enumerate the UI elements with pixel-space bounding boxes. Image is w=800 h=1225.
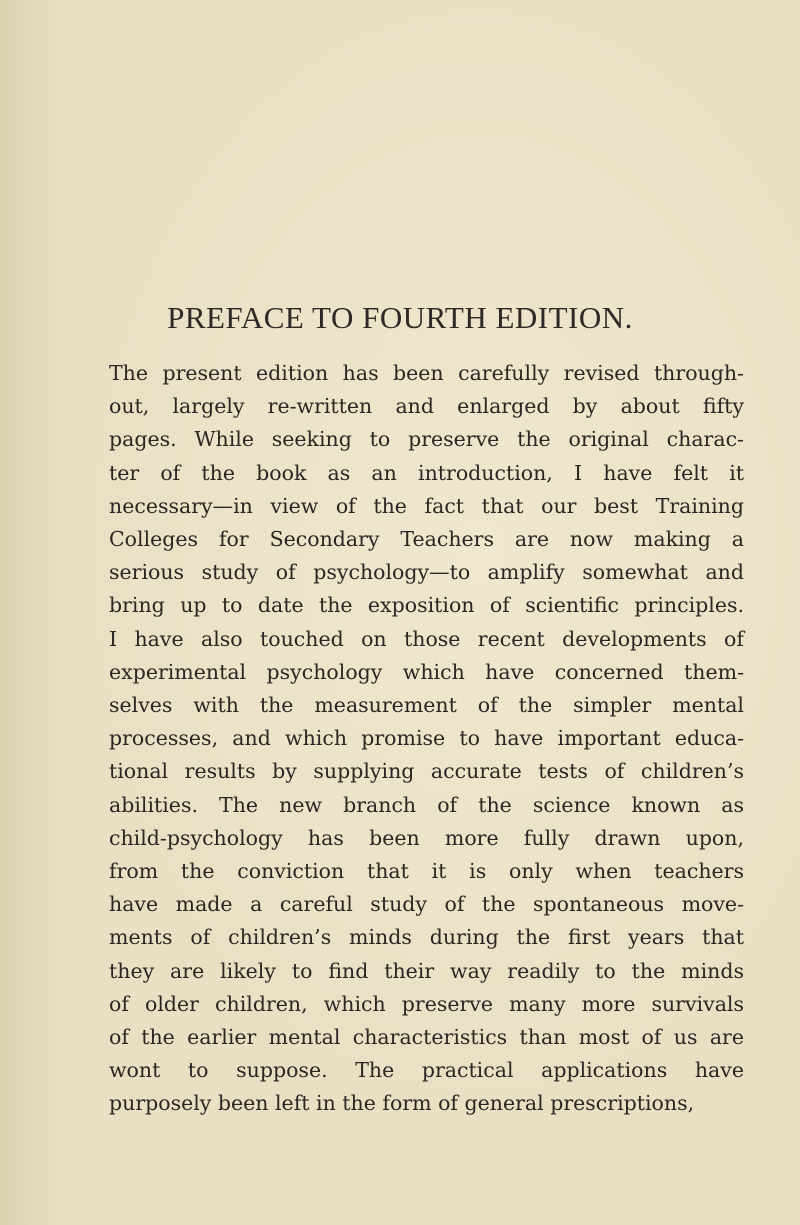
text-line: ments of children’s minds during the first years that: [109, 925, 744, 950]
text-line: ter of the book as an introduction, I have felt it: [109, 460, 744, 485]
text-line: tional results by supplying accurate tests of children’s: [109, 759, 744, 784]
text-line: out, largely re-written and enlarged by about fifty: [109, 394, 744, 419]
text-line: purposely been left in the form of general prescriptions,: [109, 1091, 695, 1116]
text-line: abilities. The new branch of the science known as: [109, 792, 744, 817]
text-line: The present edition has been carefully revised through-: [109, 361, 744, 385]
page-title: PREFACE TO FOURTH EDITION.: [167, 300, 633, 335]
text-line: have made a careful study of the spontaneous move-: [109, 892, 744, 917]
text-line: child-psychology has been more fully drawn upon,: [109, 825, 744, 850]
text-line: pages. While seeking to preserve the original charac-: [109, 427, 744, 452]
text-line: experimental psychology which have concerned them-: [109, 659, 744, 684]
text-line: I have also touched on those recent developments of: [109, 626, 744, 651]
text-line: processes, and which promise to have important educa-: [109, 726, 744, 751]
preface-body: [109, 357, 744, 1121]
text-line: serious study of psychology—to amplify somewhat and: [109, 560, 744, 585]
text-line: Colleges for Secondary Teachers are now making a: [109, 527, 744, 552]
text-line: bring up to date the exposition of scientific principles.: [109, 593, 744, 618]
text-line: selves with the measurement of the simpler mental: [109, 693, 744, 718]
text-line: necessary—in view of the fact that our best Training: [109, 493, 744, 518]
text-line: wont to suppose. The practical applications have: [109, 1058, 744, 1083]
text-line: of the earlier mental characteristics than most of us are: [109, 1025, 744, 1050]
text-line: they are likely to find their way readily to the minds: [109, 958, 744, 983]
text-line: from the conviction that it is only when teachers: [109, 859, 744, 884]
text-line: of older children, which preserve many more survivals: [109, 991, 744, 1016]
